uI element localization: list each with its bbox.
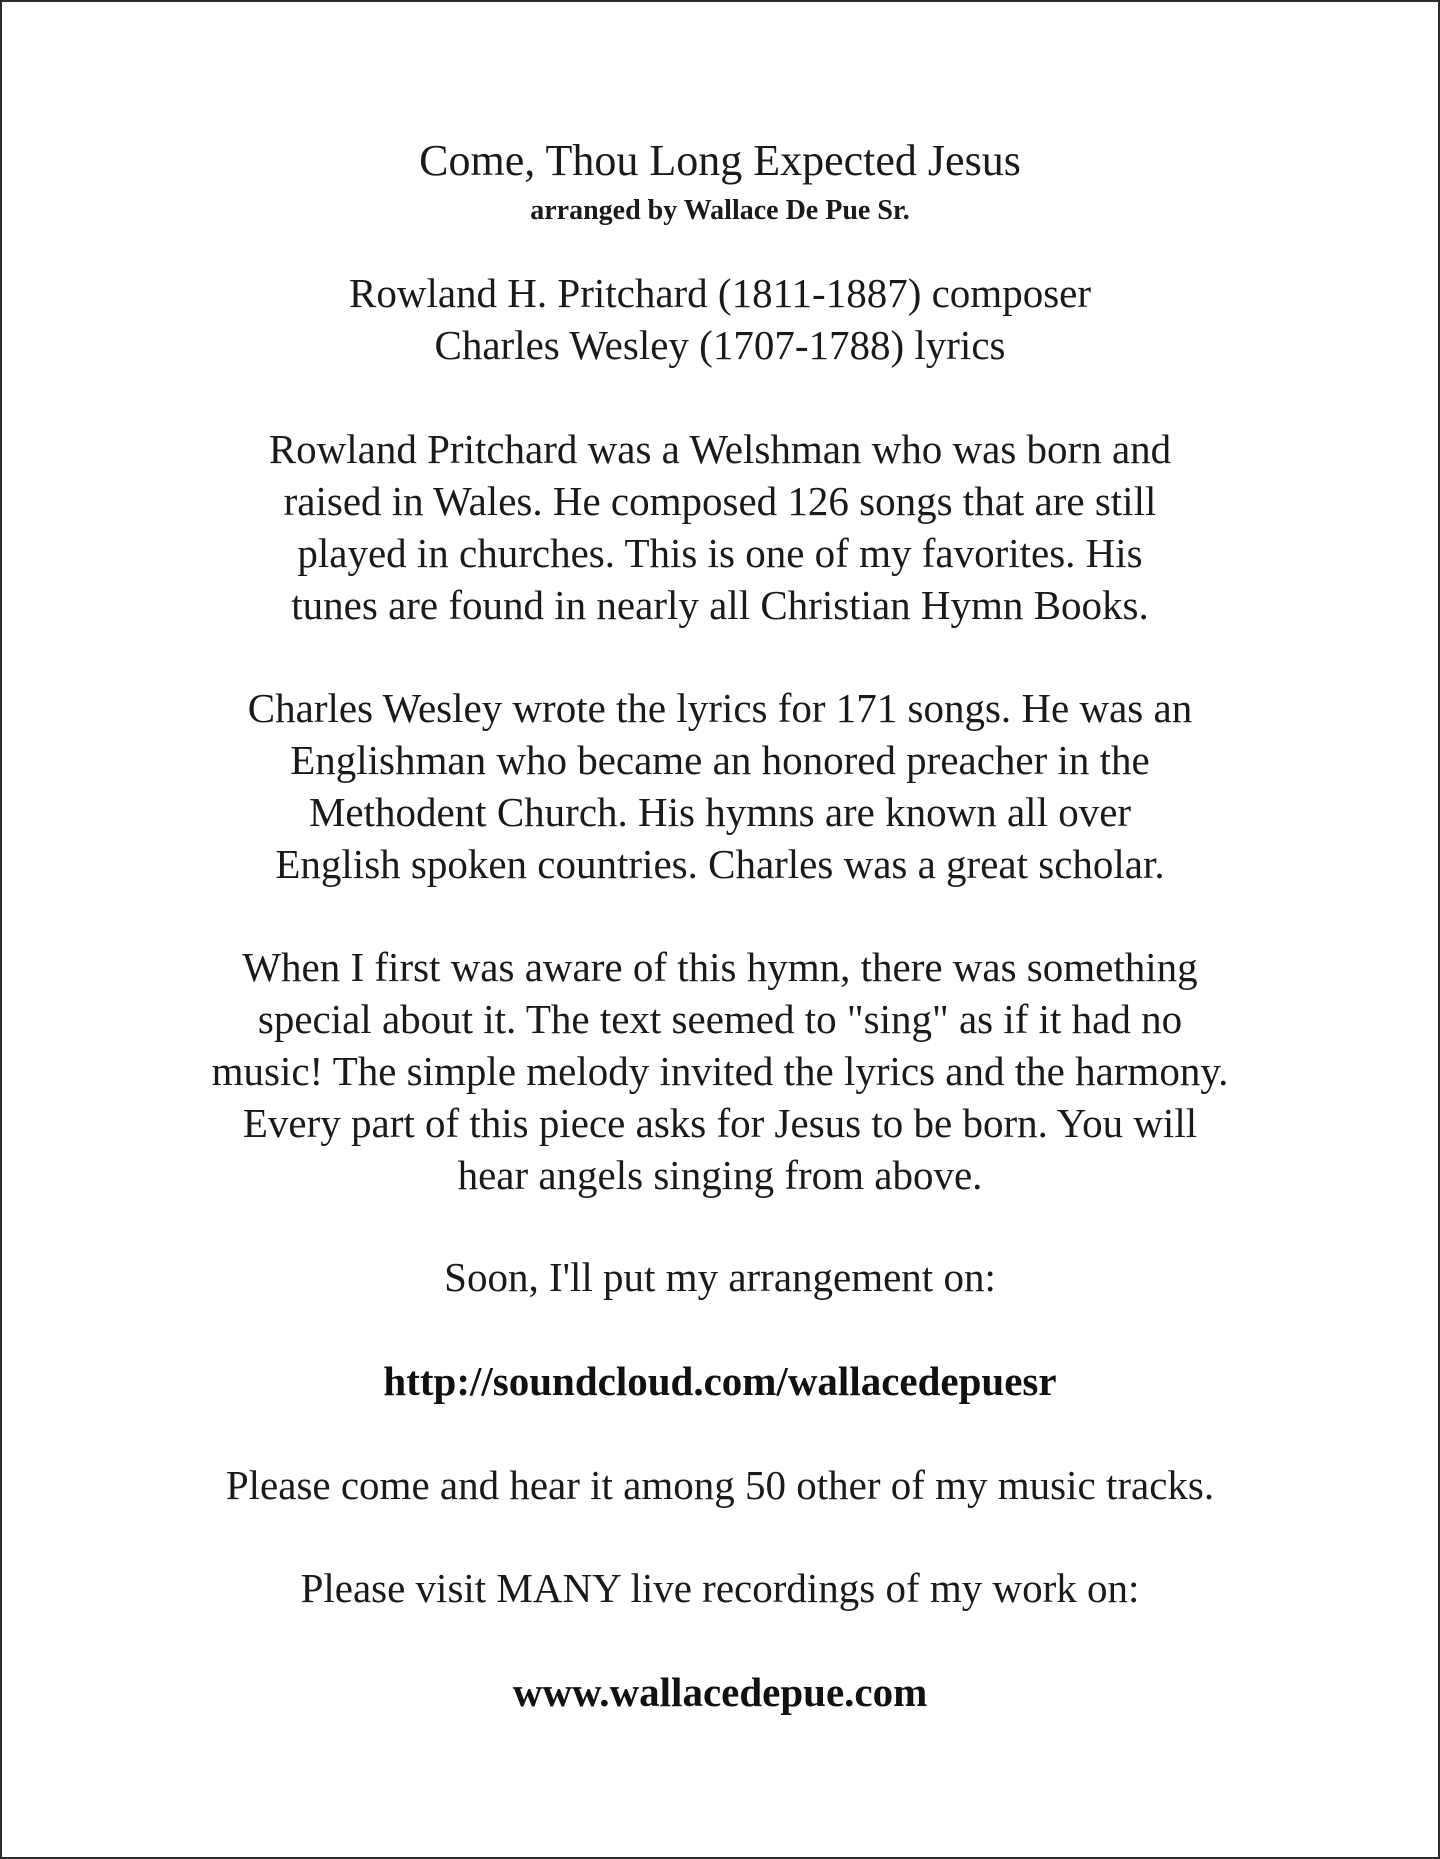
website-link[interactable]: www.wallacedepue.com xyxy=(512,1669,928,1715)
paragraph-line: Every part of this piece asks for Jesus to be born. You will xyxy=(242,1100,1198,1146)
recordings-notice: Please visit MANY live recordings of my work on: xyxy=(300,1565,1140,1611)
lyricist-credit: Charles Wesley (1707-1788) lyrics xyxy=(434,322,1006,368)
paragraph-line: Englishman who became an honored preacher in the xyxy=(290,737,1150,783)
soundcloud-link[interactable]: http://soundcloud.com/wallacedepuesr xyxy=(383,1358,1057,1404)
paragraph-line: tunes are found in nearly all Christian Hymn Books. xyxy=(291,582,1149,628)
paragraph-line: played in churches. This is one of my favorites. His xyxy=(297,530,1143,576)
paragraph-line: Rowland Pritchard was a Welshman who was born and xyxy=(268,426,1172,472)
paragraph-line: Methodent Church. His hymns are known all over xyxy=(308,789,1132,835)
paragraph-line: hear angels singing from above. xyxy=(457,1152,983,1198)
composer-credit: Rowland H. Pritchard (1811-1887) composer xyxy=(348,270,1092,316)
lyricist-bio-paragraph xyxy=(2,682,1438,890)
invitation-text: Please come and hear it among 50 other of my music tracks. xyxy=(225,1462,1215,1508)
hymn-description-paragraph xyxy=(2,941,1438,1201)
paragraph-line: When I first was aware of this hymn, there was something xyxy=(242,944,1198,990)
paragraph-line: raised in Wales. He composed 126 songs that are still xyxy=(283,478,1157,524)
paragraph-line: music! The simple melody invited the lyrics and the harmony. xyxy=(211,1048,1229,1094)
arrangement-notice: Soon, I'll put my arrangement on: xyxy=(444,1254,996,1300)
page-title: Come, Thou Long Expected Jesus xyxy=(419,136,1021,185)
arranger-subtitle: arranged by Wallace De Pue Sr. xyxy=(530,195,910,226)
credits-block xyxy=(2,267,1438,371)
paragraph-line: Charles Wesley wrote the lyrics for 171 songs. He was an xyxy=(247,685,1193,731)
paragraph-line: special about it. The text seemed to "sing" as if it had no xyxy=(257,996,1183,1042)
paragraph-line: English spoken countries. Charles was a great scholar. xyxy=(275,841,1165,887)
composer-bio-paragraph xyxy=(2,423,1438,631)
